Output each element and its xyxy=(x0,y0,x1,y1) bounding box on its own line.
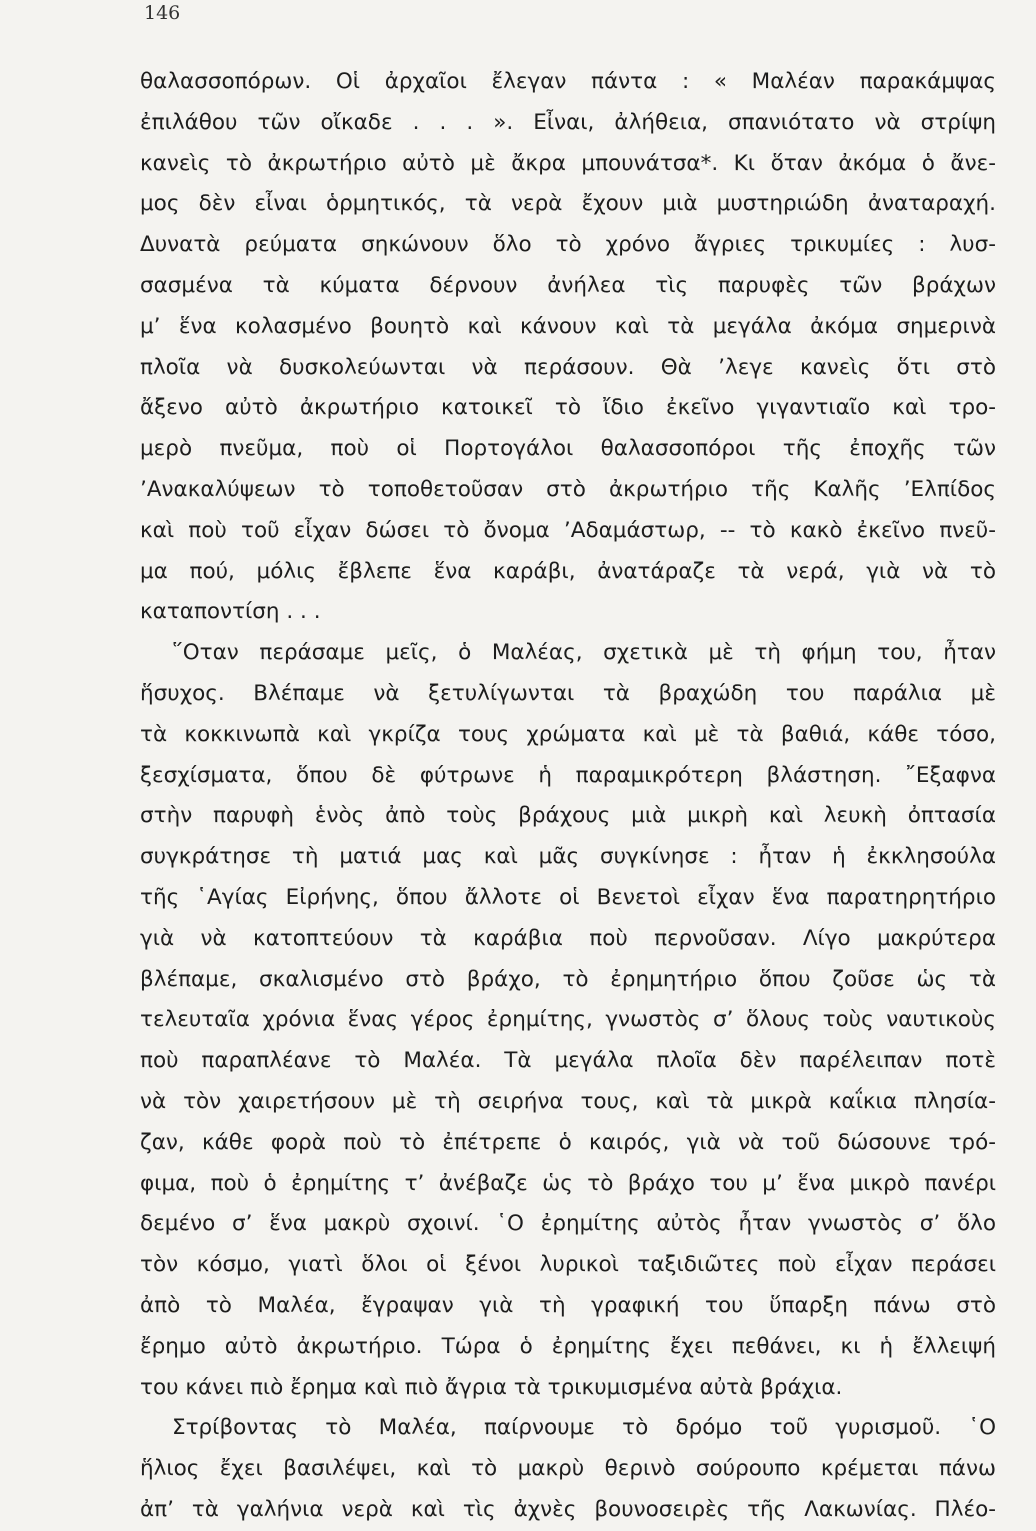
text-line: ’Ανακαλύψεων τὸ τοποθετοῦσαν στὸ ἀκρωτήριο τῆς Καλῆς ’Ελπίδος xyxy=(140,476,996,502)
text-line: ἀπὸ τὸ Μαλέα, ἔγραψαν γιὰ τὴ γραφική του ὕπαρξη πάνω στὸ xyxy=(140,1292,996,1318)
text-line: ἔρημο αὐτὸ ἀκρωτήριο. Τώρα ὁ ἐρημίτης ἔχει πεθάνει, κι ἡ ἔλλειψή xyxy=(140,1333,996,1359)
text-line: φιμα, ποὺ ὁ ἐρημίτης τ’ ἀνέβαζε ὡς τὸ βράχο του μ’ ἕνα μικρὸ πανέρι xyxy=(140,1170,996,1196)
text-line: ἄξενο αὐτὸ ἀκρωτήριο κατοικεῖ τὸ ἴδιο ἐκεῖνο γιγαντιαῖο καὶ τρο- xyxy=(140,395,996,421)
text-line: τὸν κόσμο, γιατὶ ὅλοι οἱ ξένοι λυρικοὶ ταξιδιῶτες ποὺ εἶχαν περάσει xyxy=(140,1252,996,1278)
page-number: 146 xyxy=(144,2,181,24)
text-line: τελευταῖα χρόνια ἕνας γέρος ἐρημίτης, γνωστὸς σ’ ὅλους τοὺς ναυτικοὺς xyxy=(140,1007,996,1033)
text-line: δεμένο σ’ ἕνα μακρὺ σχοινί. ῾Ο ἐρημίτης αὐτὸς ἦταν γνωστὸς σ’ ὅλο xyxy=(140,1211,996,1237)
text-line: Δυνατὰ ρεύματα σηκώνουν ὅλο τὸ χρόνο ἄγριες τρικυμίες : λυσ- xyxy=(140,232,996,258)
text-line: πλοῖα νὰ δυσκολεύωνται νὰ περάσουν. Θὰ ’λεγε κανεὶς ὅτι στὸ xyxy=(140,354,996,380)
text-line: ποὺ παραπλέανε τὸ Μαλέα. Τὰ μεγάλα πλοῖα δὲν παρέλειπαν ποτὲ xyxy=(140,1048,996,1074)
text-line: νὰ τὸν χαιρετήσουν μὲ τὴ σειρήνα τους, καὶ τὰ μικρὰ καΐκια πλησία- xyxy=(140,1088,996,1114)
text-line: ἐπιλάθου τῶν οἴκαδε . . . ». Εἶναι, ἀλήθεια, σπανιότατο νὰ στρίψη xyxy=(140,109,996,135)
text-line: μ’ ἕνα κολασμένο βουητὸ καὶ κάνουν καὶ τὰ μεγάλα ἀκόμα σημερινὰ xyxy=(140,313,996,339)
text-line: καταποντίση . . . xyxy=(140,599,321,625)
text-line: μα πού, μόλις ἔβλεπε ἕνα καράβι, ἀνατάραζε τὰ νερά, γιὰ νὰ τὸ xyxy=(140,558,996,584)
text-line: ἥσυχος. Βλέπαμε νὰ ξετυλίγωνται τὰ βραχώδη του παράλια μὲ xyxy=(140,680,996,706)
text-line: ῞Οταν περάσαμε μεῖς, ὁ Μαλέας, σχετικὰ μὲ τὴ φήμη του, ἦταν xyxy=(172,640,996,666)
text-line: Στρίβοντας τὸ Μαλέα, παίρνουμε τὸ δρόμο τοῦ γυρισμοῦ. ῾Ο xyxy=(172,1415,996,1441)
text-line: μερὸ πνεῦμα, ποὺ οἱ Πορτογάλοι θαλασσοπόροι τῆς ἐποχῆς τῶν xyxy=(140,436,996,462)
text-line: ξεσχίσματα, ὅπου δὲ φύτρωνε ἡ παραμικρότερη βλάστηση. ῎Εξαφνα xyxy=(140,762,996,788)
text-line: ἀπ’ τὰ γαλήνια νερὰ καὶ τὶς ἀχνὲς βουνοσειρὲς τῆς Λακωνίας. Πλέο- xyxy=(140,1496,996,1522)
body-text xyxy=(140,62,996,1531)
text-line: ζαν, κάθε φορὰ ποὺ τὸ ἐπέτρεπε ὁ καιρός, γιὰ νὰ τοῦ δώσουνε τρό- xyxy=(140,1129,996,1155)
text-line: συγκράτησε τὴ ματιά μας καὶ μᾶς συγκίνησε : ἦταν ἡ ἐκκλησούλα xyxy=(140,844,996,870)
text-line: καὶ ποὺ τοῦ εἶχαν δώσει τὸ ὄνομα ’Αδαμάστωρ, -- τὸ κακὸ ἐκεῖνο πνεῦ- xyxy=(140,517,996,543)
text-line: θαλασσοπόρων. Οἱ ἀρχαῖοι ἔλεγαν πάντα : « Μαλέαν παρακάμψας xyxy=(140,69,996,94)
text-line: τῆς ῾Αγίας Εἰρήνης, ὅπου ἄλλοτε οἱ Βενετοὶ εἶχαν ἕνα παρατηρητήριο xyxy=(140,884,996,910)
text-line: βλέπαμε, σκαλισμένο στὸ βράχο, τὸ ἐρημητήριο ὅπου ζοῦσε ὡς τὰ xyxy=(140,966,996,992)
text-line: ἥλιος ἔχει βασιλέψει, καὶ τὸ μακρὺ θερινὸ σούρουπο κρέμεται πάνω xyxy=(140,1456,996,1482)
text-line: του κάνει πιὸ ἔρημα καὶ πιὸ ἄγρια τὰ τρικυμισμένα αὐτὰ βράχια. xyxy=(140,1374,843,1400)
text-line: σασμένα τὰ κύματα δέρνουν ἀνήλεα τὶς παρυφὲς τῶν βράχων xyxy=(140,272,996,298)
text-line: κανεὶς τὸ ἀκρωτήριο αὐτὸ μὲ ἄκρα μπουνάτσα*. Κι ὅταν ἀκόμα ὁ ἄνε- xyxy=(140,150,996,176)
text-line: μος δὲν εἶναι ὁρμητικός, τὰ νερὰ ἔχουν μιὰ μυστηριώδη ἀναταραχή. xyxy=(140,191,996,217)
text-line: στὴν παρυφὴ ἑνὸς ἀπὸ τοὺς βράχους μιὰ μικρὴ καὶ λευκὴ ὀπτασία xyxy=(140,803,996,829)
text-line: γιὰ νὰ κατοπτεύουν τὰ καράβια ποὺ περνοῦσαν. Λίγο μακρύτερα xyxy=(140,925,996,951)
text-line: τὰ κοκκινωπὰ καὶ γκρίζα τους χρώματα καὶ μὲ τὰ βαθιά, κάθε τόσο, xyxy=(140,721,996,747)
